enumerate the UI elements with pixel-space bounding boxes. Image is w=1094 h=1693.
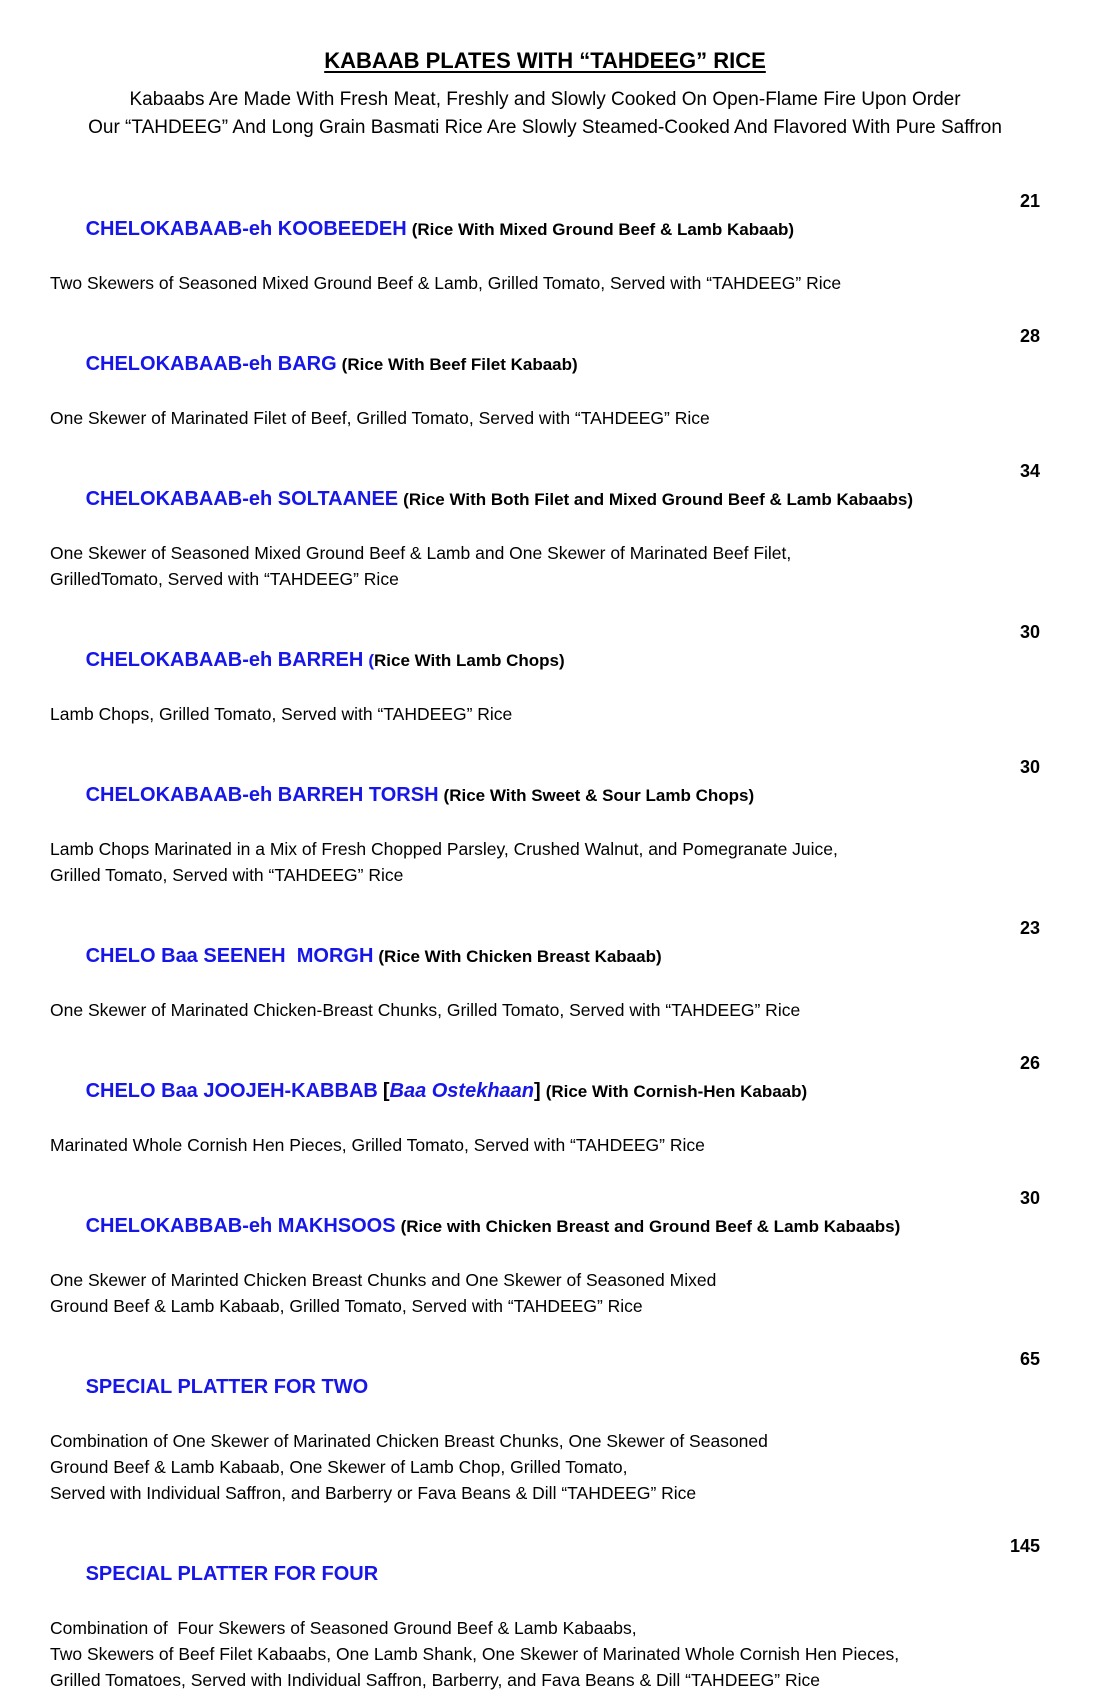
menu-item — [50, 325, 1040, 431]
menu-item — [50, 1535, 1040, 1693]
item-description-line: Served with Individual Saffron, and Barberry or Fava Beans & Dill “TAHDEEG” Rice — [50, 1483, 697, 1503]
item-price: 30 — [1019, 1188, 1040, 1208]
menu-item-header — [50, 621, 1040, 701]
menu-item-title — [50, 325, 990, 405]
item-paren-label: (Rice With Sweet & Sour Lamb Chops) — [443, 786, 755, 805]
item-description-line: Two Skewers of Seasoned Mixed Ground Beef & Lamb, Grilled Tomato, Served with “TAHDEEG” Rice — [50, 273, 842, 293]
menu-item — [50, 1348, 1040, 1506]
item-description-line: GrilledTomato, Served with “TAHDEEG” Rice — [50, 569, 399, 589]
item-name: CHELO Baa SEENEH MORGH — [85, 945, 374, 967]
item-description-line: Combination of Four Skewers of Seasoned Ground Beef & Lamb Kabaabs, — [50, 1618, 637, 1638]
item-name: CHELOKABAAB-eh BARG — [85, 353, 337, 375]
menu-item-header — [50, 1348, 1040, 1428]
item-paren-label: (Rice With Chicken Breast Kabaab) — [378, 947, 662, 966]
item-description-line: Two Skewers of Beef Filet Kabaabs, One Lamb Shank, One Skewer of Marinated Whole Cornish Hen Pieces, — [50, 1644, 900, 1664]
item-description-line: One Skewer of Marinated Chicken-Breast Chunks, Grilled Tomato, Served with “TAHDEEG” Rice — [50, 1000, 801, 1020]
item-price: 34 — [1019, 461, 1040, 481]
item-paren-label: (Rice With Cornish-Hen Kabaab) — [545, 1082, 808, 1101]
menu-item-title — [50, 1348, 990, 1428]
menu-item — [50, 460, 1040, 592]
menu-item — [50, 756, 1040, 888]
item-price: 30 — [1019, 622, 1040, 642]
item-price: 26 — [1019, 1053, 1040, 1073]
item-description-line: Combination of One Skewer of Marinated Chicken Breast Chunks, One Skewer of Seasoned — [50, 1431, 768, 1451]
item-description-line: Lamb Chops, Grilled Tomato, Served with “TAHDEEG” Rice — [50, 704, 513, 724]
item-name: CHELOKABAAB-eh BARREH TORSH — [85, 784, 439, 806]
item-description-line: Ground Beef & Lamb Kabaab, Grilled Tomato, Served with “TAHDEEG” Rice — [50, 1296, 643, 1316]
item-paren-label: Rice With Lamb Chops) — [374, 651, 565, 670]
subtitle-line-2: Our “TAHDEEG” And Long Grain Basmati Rice Are Slowly Steamed-Cooked And Flavored With Pure Saffron — [88, 117, 1002, 138]
item-paren-open-blue: ( — [368, 651, 375, 670]
menu-item-title — [50, 917, 990, 997]
item-bracket-open-text: [ — [382, 1080, 390, 1102]
item-paren-label: (Rice With Both Filet and Mixed Ground Beef & Lamb Kabaabs) — [403, 490, 914, 509]
item-name: CHELO Baa JOOJEH-KABBAB — [85, 1080, 378, 1102]
item-name: CHELOKABBAB-eh MAKHSOOS — [85, 1215, 396, 1237]
item-paren-label: (Rice with Chicken Breast and Ground Beef & Lamb Kabaabs) — [400, 1217, 901, 1236]
item-description-line: One Skewer of Seasoned Mixed Ground Beef & Lamb and One Skewer of Marinated Beef Filet, — [50, 543, 792, 563]
item-name: CHELOKABAAB-eh SOLTAANEE — [85, 488, 399, 510]
menu-item-header — [50, 460, 1040, 540]
menu-item — [50, 190, 1040, 296]
item-description-line: Marinated Whole Cornish Hen Pieces, Grilled Tomato, Served with “TAHDEEG” Rice — [50, 1135, 705, 1155]
menu-item — [50, 1052, 1040, 1158]
item-paren-label: (Rice With Mixed Ground Beef & Lamb Kabaab) — [411, 220, 795, 239]
item-name: CHELOKABAAB-eh BARREH — [85, 649, 364, 671]
menu-item-title — [50, 460, 990, 540]
item-price: 30 — [1019, 757, 1040, 777]
menu-item-title — [50, 756, 990, 836]
item-subname-italic: Baa Ostekhaan — [389, 1080, 535, 1102]
item-description-line: Lamb Chops Marinated in a Mix of Fresh Chopped Parsley, Crushed Walnut, and Pomegranate Juice, — [50, 839, 838, 859]
menu-item — [50, 1187, 1040, 1319]
menu-item-title — [50, 1187, 990, 1267]
item-price: 65 — [1019, 1349, 1040, 1369]
menu-item-title — [50, 1535, 990, 1615]
item-description-line: Grilled Tomatoes, Served with Individual Saffron, Barberry, and Fava Beans & Dill “TAHDEEG” Rice — [50, 1670, 820, 1690]
menu-item-header — [50, 1052, 1040, 1132]
item-description-line: Ground Beef & Lamb Kabaab, One Skewer of Lamb Chop, Grilled Tomato, — [50, 1457, 628, 1477]
menu-item-title — [50, 621, 990, 701]
item-name: CHELOKABAAB-eh KOOBEEDEH — [85, 218, 407, 240]
page-title: KABAAB PLATES WITH “TAHDEEG” RICE — [324, 48, 766, 73]
item-description-line: One Skewer of Marinted Chicken Breast Chunks and One Skewer of Seasoned Mixed — [50, 1270, 717, 1290]
item-name: SPECIAL PLATTER FOR FOUR — [85, 1563, 379, 1585]
item-price: 28 — [1019, 326, 1040, 346]
menu-header — [50, 46, 1040, 142]
item-price: 145 — [1009, 1536, 1040, 1556]
item-description-line: Grilled Tomato, Served with “TAHDEEG” Rice — [50, 865, 404, 885]
menu-item-header — [50, 917, 1040, 997]
item-price: 21 — [1019, 191, 1040, 211]
menu-item-header — [50, 1187, 1040, 1267]
item-price: 23 — [1019, 918, 1040, 938]
subtitle-line-1: Kabaabs Are Made With Fresh Meat, Freshly and Slowly Cooked On Open-Flame Fire Upon Order — [129, 89, 961, 110]
menu-item-header — [50, 325, 1040, 405]
menu-item — [50, 621, 1040, 727]
menu-item-title — [50, 1052, 990, 1132]
item-bracket-close-text: ] — [534, 1080, 541, 1102]
item-paren-label: (Rice With Beef Filet Kabaab) — [341, 355, 578, 374]
item-description-line: One Skewer of Marinated Filet of Beef, Grilled Tomato, Served with “TAHDEEG” Rice — [50, 408, 710, 428]
item-name: SPECIAL PLATTER FOR TWO — [85, 1376, 369, 1398]
menu-items-list — [50, 190, 1040, 1693]
menu-item — [50, 917, 1040, 1023]
menu-item-title — [50, 190, 990, 270]
menu-item-header — [50, 190, 1040, 270]
menu-item-header — [50, 1535, 1040, 1615]
menu-item-header — [50, 756, 1040, 836]
